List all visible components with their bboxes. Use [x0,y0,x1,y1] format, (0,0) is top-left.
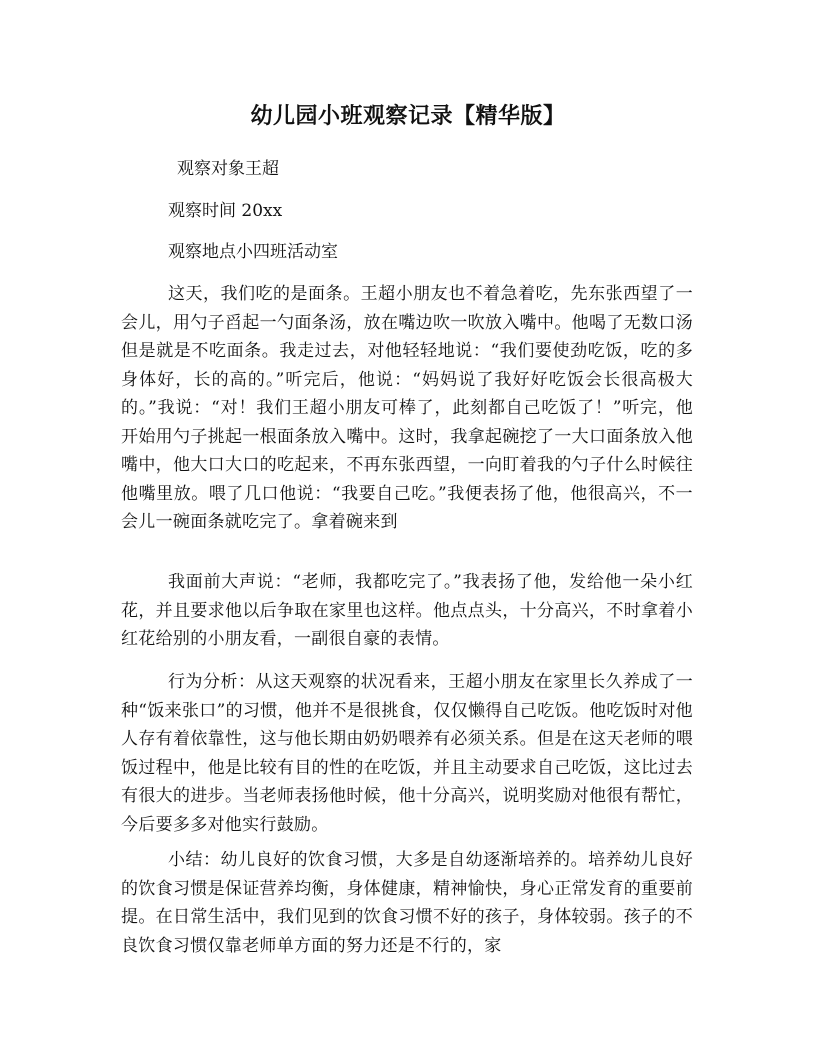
observation-place: 观察地点小四班活动室 [168,242,338,262]
paragraph-summary: 小结：幼儿良好的饮食习惯，大多是自幼逐渐培养的。培养幼儿良好的饮食习惯是保证营养均衡，身体健康，精神愉快，身心正常发育的重要前提。在日常生活中，我们见到的饮食习惯不好的孩子，身体较弱。孩子的不良饮食习惯仅靠老师单方面的努力还是不行的，家 [121,850,693,956]
observation-time: 观察时间 20xx [168,201,283,221]
paragraph-observation: 这天，我们吃的是面条。王超小朋友也不着急着吃，先东张西望了一会儿，用勺子舀起一勺面条汤，放在嘴边吹一吹放入嘴中。他喝了无数口汤但是就是不吃面条。我走过去，对他轻轻地说：“我们要使劲吃饭，吃的多身体好，长的高的。”听完后，他说：“妈妈说了我好好吃饭会长很高极大的。”我说：“对！我们王超小朋友可棒了，此刻都自己吃饭了！”听完，他开始用勺子挑起一根面条放入嘴中。这时，我拿起碗挖了一大口面条放入他嘴中，他大口大口的吃起来，不再东张西望，一向盯着我的勺子什么时候往他嘴里放。喂了几口他说：“我要自己吃。”我便表扬了他，他很高兴，不一会儿一碗面条就吃完了。拿着碗来到 [121,284,693,532]
paragraph-behavior-analysis: 行为分析：从这天观察的状况看来，王超小朋友在家里长久养成了一种“饭来张口”的习惯，他并不是很挑食，仅仅懒得自己吃饭。他吃饭时对他人存有着依靠性，这与他长期由奶奶喂养有必须关系。但是在这天老师的喂饭过程中，他是比较有目的性的在吃饭，并且主动要求自己吃饭，这比过去有很大的进步。当老师表扬他时候，他十分高兴，说明奖励对他很有帮忙，今后要多多对他实行鼓励。 [121,672,693,835]
document-title: 幼儿园小班观察记录【精华版】 [250,104,566,129]
observation-subject: 观察对象王超 [177,159,279,179]
paragraph-observation-continued: 我面前大声说：“老师，我都吃完了。”我表扬了他，发给他一朵小红花，并且要求他以后争取在家里也这样。他点点头，十分高兴，不时拿着小红花给别的小朋友看，一副很自豪的表情。 [121,572,693,649]
